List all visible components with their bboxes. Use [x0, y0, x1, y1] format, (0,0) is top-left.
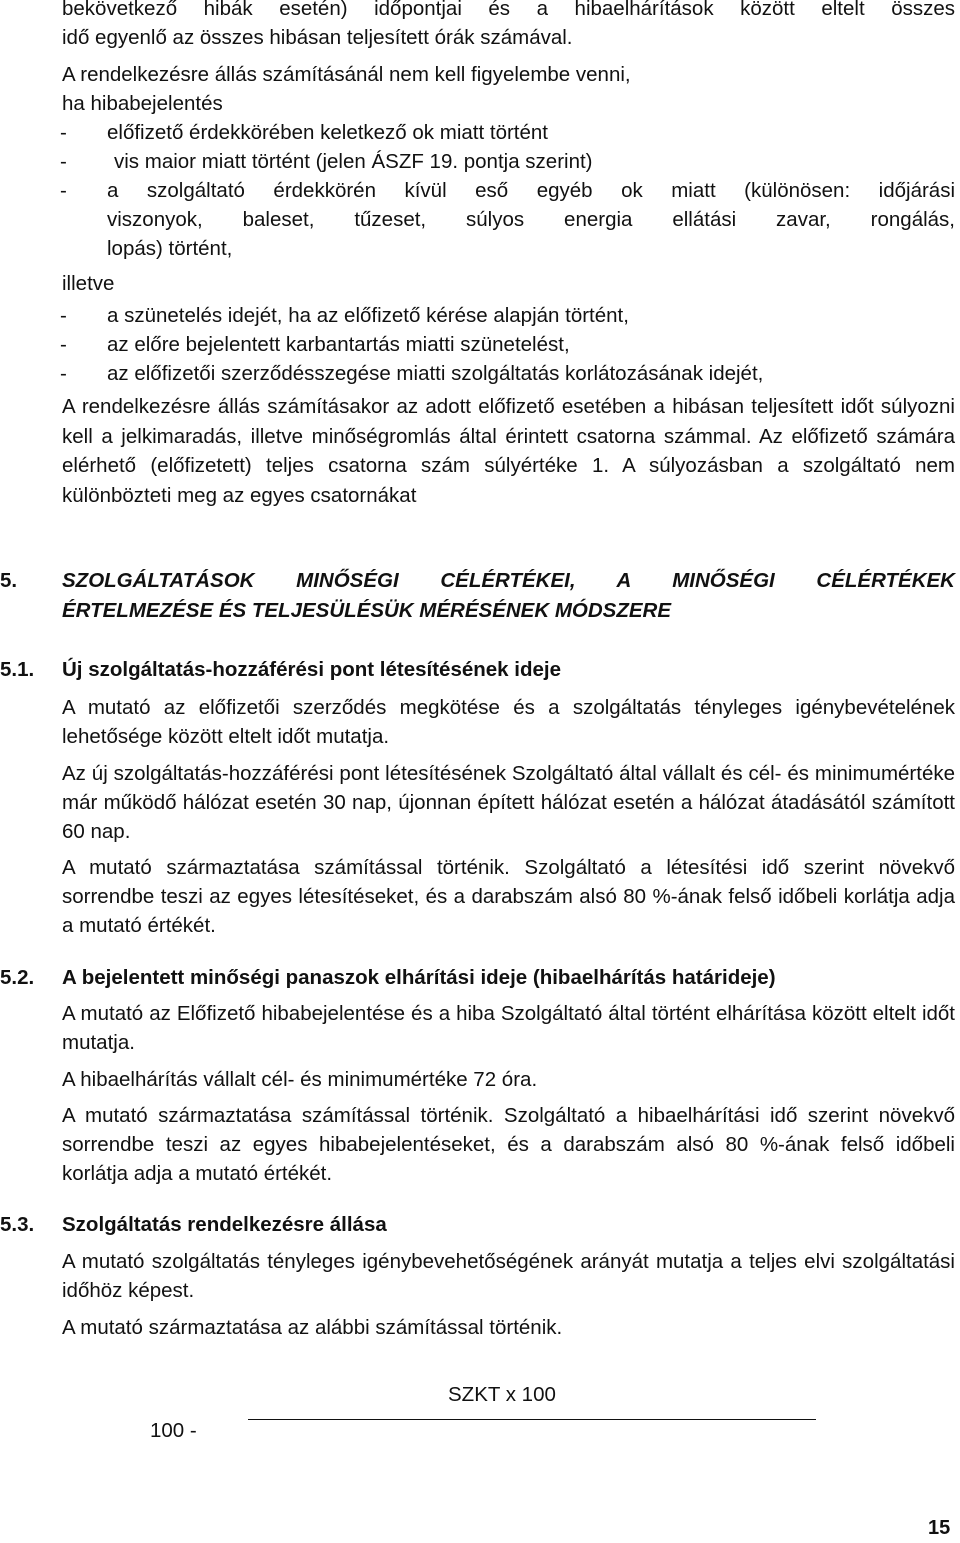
intro-line-2: idő egyenlő az összes hibásan teljesített órák számával.	[62, 26, 573, 49]
list-item-text: előfizető érdekkörében keletkező ok miatt történt	[107, 121, 548, 144]
section-number: 5.	[0, 569, 18, 592]
subsection-title: A bejelentett minőségi panaszok elhárítási ideje (hibaelhárítás határideje)	[62, 966, 776, 989]
list-item	[60, 118, 955, 147]
list-item-text: az előre bejelentett karbantartás miatti szünetelést,	[107, 333, 570, 356]
subsection-number: 5.1.	[0, 658, 35, 681]
list-item-continuation: viszonyok, baleset, tűzeset, súlyos energia ellátási zavar, rongálás,	[107, 208, 955, 231]
page-number: 15	[928, 1517, 951, 1539]
list-item	[60, 147, 960, 176]
subsection-5-2-heading	[0, 963, 955, 992]
section-title-line-1: SZOLGÁLTATÁSOK MINŐSÉGI CÉLÉRTÉKEI, A MINŐSÉGI CÉLÉRTÉKEK	[62, 569, 955, 592]
paragraph-weighting: A rendelkezésre állás számításakor az adott előfizető esetében a hibásan teljesített időt súlyozni kell a jelkimaradás, illetve minőségromlás által érintett csatorna számmal. Az előfizető számára elérhető (előfizetett) teljes csatorna szám súlyértéke 1. A súlyozásban a szolgáltató nem különbözteti meg az egyes csatornákat	[62, 395, 955, 507]
list-item-text: az előfizetői szerződésszegése miatti szolgáltatás korlátozásának idejét,	[107, 362, 764, 385]
formula-left-term: 100 -	[150, 1419, 197, 1442]
paragraph: A mutató származtatása az alábbi számítással történik.	[62, 1316, 563, 1339]
illetve-text: illetve	[62, 272, 115, 295]
list-item	[60, 359, 955, 388]
intro-line-4: ha hibabejelentés	[62, 92, 223, 115]
paragraph: Az új szolgáltatás-hozzáférési pont létesítésének Szolgáltató által vállalt és cél- és minimumértéke már működő hálózat esetén 30 nap, újonnan épített hálózat esetén a hálózat átadásától számított 60 nap.	[62, 762, 955, 843]
subsection-5-3-heading	[0, 1210, 955, 1239]
dash-bullet: -	[60, 121, 67, 144]
dash-bullet: -	[60, 333, 67, 356]
list-item-text: a szünetelés idejét, ha az előfizető kérése alapján történt,	[107, 304, 629, 327]
list-item	[60, 330, 955, 359]
list-item	[60, 176, 955, 205]
paragraph: A mutató szolgáltatás tényleges igénybevehetőségének arányát mutatja a teljes elvi szolgáltatási időhöz képest.	[62, 1250, 955, 1302]
dash-bullet: -	[60, 304, 67, 327]
dash-bullet: -	[60, 179, 67, 202]
section-title-line-2: ÉRTELMEZÉSE ÉS TELJESÜLÉSÜK MÉRÉSÉNEK MÓDSZERE	[62, 599, 672, 622]
subsection-number: 5.3.	[0, 1213, 35, 1236]
section-5-heading	[0, 566, 955, 626]
intro-line-1: bekövetkező hibák esetén) időpontjai és a hibaelhárítások között eltelt összes	[62, 0, 955, 20]
list-item-continuation: lopás) történt,	[107, 237, 233, 260]
list-item	[60, 301, 955, 330]
paragraph: A mutató származtatása számítással történik. Szolgáltató a létesítési idő szerint növekvő sorrendbe teszi az egyes létesítéseket, és a darabszám alsó 80 %-ának felső időbeli korlátja adja a mutató értékét.	[62, 856, 955, 937]
paragraph: A mutató származtatása számítással történik. Szolgáltató a hibaelhárítási idő szerint növekvő sorrendbe teszi az egyes hibabejelentéseket, és a darabszám alsó 80 %-ának felső időbeli korlátja adja a mutató értékét.	[62, 1104, 955, 1185]
dash-bullet: -	[60, 362, 67, 385]
subsection-5-1-heading	[0, 655, 955, 684]
formula-fraction-bar	[248, 1419, 816, 1420]
paragraph: A hibaelhárítás vállalt cél- és minimumértéke 72 óra.	[62, 1068, 538, 1091]
subsection-title: Új szolgáltatás-hozzáférési pont létesítésének ideje	[62, 658, 561, 681]
list-item-text: a szolgáltató érdekkörén kívül eső egyéb ok miatt (különösen: időjárási	[107, 179, 955, 202]
subsection-number: 5.2.	[0, 966, 35, 989]
formula-numerator: SZKT x 100	[448, 1383, 556, 1406]
intro-line-3: A rendelkezésre állás számításánál nem kell figyelembe venni,	[62, 63, 631, 86]
paragraph: A mutató az Előfizető hibabejelentése és a hiba Szolgáltató által történt elhárítása között eltelt időt mutatja.	[62, 1002, 955, 1054]
paragraph: A mutató az előfizetői szerződés megkötése és a szolgáltatás tényleges igénybevételének lehetősége között eltelt időt mutatja.	[62, 696, 955, 748]
list-item-text: vis maior miatt történt (jelen ÁSZF 19. pontja szerint)	[114, 150, 593, 173]
dash-bullet: -	[60, 150, 67, 173]
subsection-title: Szolgáltatás rendelkezésre állása	[62, 1213, 387, 1236]
